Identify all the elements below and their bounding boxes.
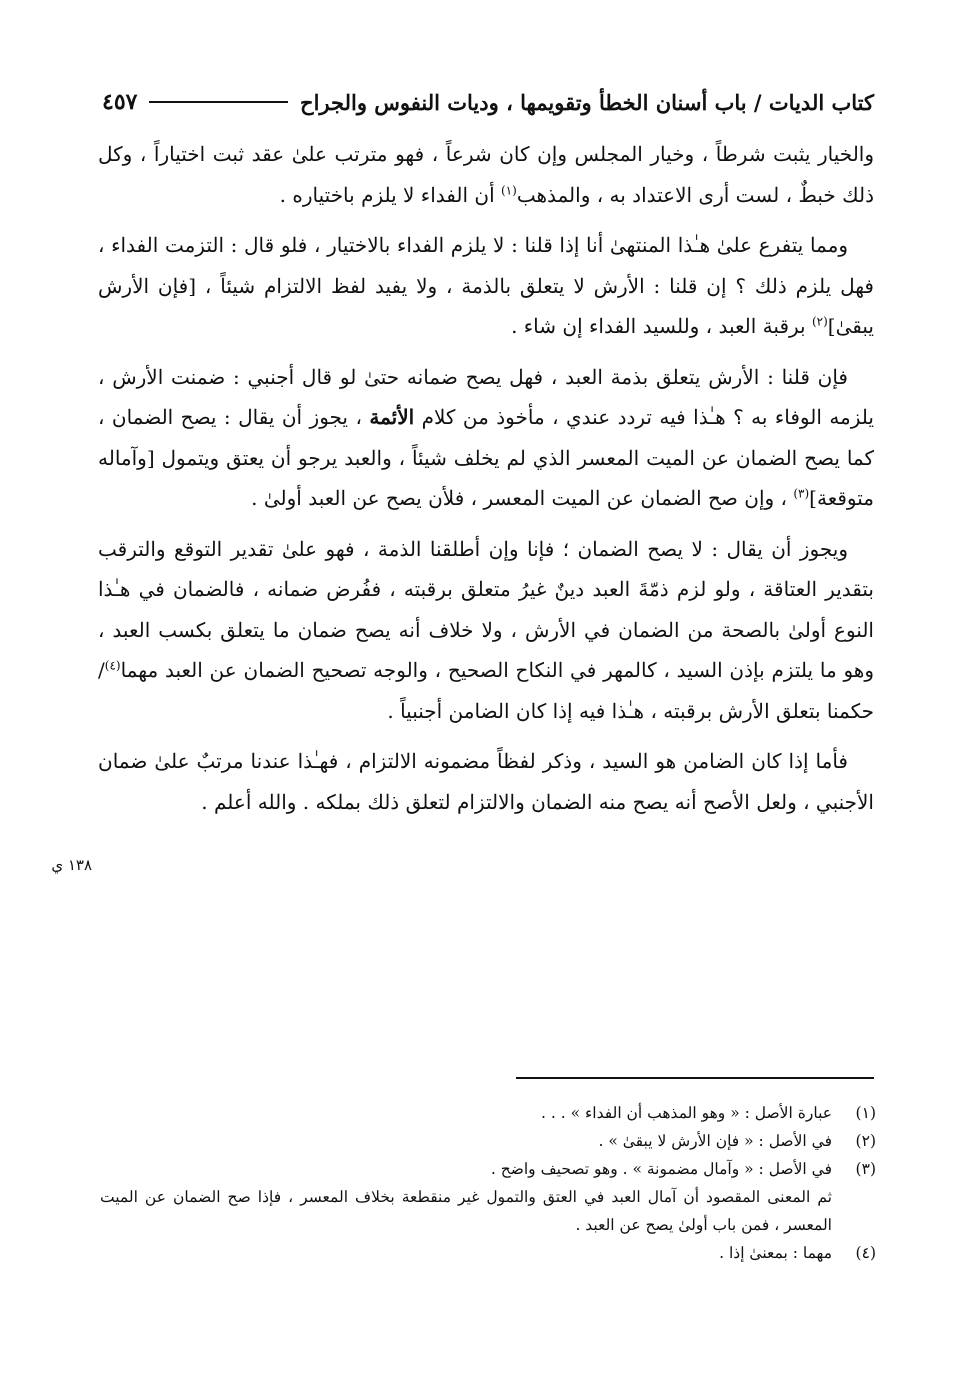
footnote-number: (٣) (855, 1160, 876, 1178)
paragraph-text: والخيار يثبت شرطاً ، وخيار المجلس وإن كان شرعاً ، فهو مترتب علىٰ عقد ثبت اختياراً ، وكل ذلك خبطٌ ، لست أرى الاعتداد به ، والمذهب (98, 142, 874, 207)
paragraph-text: أن الفداء لا يلزم باختياره . (279, 182, 501, 207)
bold-term: الأئمة (369, 405, 415, 429)
paragraph-text: برقبة العبد ، وللسيد الفداء إن شاء . (511, 314, 812, 338)
header-title: كتاب الديات / باب أسنان الخطأ وتقويمها ، وديات النفوس والجراح (300, 89, 874, 115)
footnote-text: في الأصل : « وآمال مضمونة » . وهو تصحيف واضح . (490, 1160, 832, 1178)
paragraph-text: فأما إذا كان الضامن هو السيد ، وذكر لفظاً مضمونه الالتزام ، فهـٰذا عندنا مرتبٌ علىٰ ضمان الأجنبي ، ولعل الأصح أنه يصح منه الضمان والالتزام لتعلق ذلك بملكه . والله أعلم . (98, 749, 874, 814)
paragraph-text: فإن قلنا : الأرش يتعلق بذمة العبد ، فهل يصح ضمانه حتىٰ لو قال أجنبي : ضمنت الأرش ، يلزمه الوفاء به ؟ هـٰذا فيه تردد عندي ، مأخوذ من كلام (98, 364, 874, 429)
paragraph-1 (98, 134, 874, 215)
paragraph-text: / حكمنا بتعلق الأرش برقبته ، هـٰذا فيه إذا كان الضامن أجنبياً . (98, 658, 874, 723)
footnote-ref-1[interactable]: (١) (500, 182, 517, 197)
footnote-number: (١) (855, 1104, 876, 1122)
footnote-text: مهما : بمعنىٰ إذا . (719, 1244, 832, 1262)
footnote-number: (٢) (855, 1132, 876, 1150)
footnote-ref-2[interactable]: (٢) (811, 314, 828, 329)
main-text (98, 134, 874, 832)
paragraph-3 (98, 357, 874, 519)
footnote-text: عبارة الأصل : « وهو المذهب أن الفداء » . . . (541, 1104, 832, 1122)
paragraph-2 (98, 225, 874, 347)
footnote-3-continuation: ثم المعنى المقصود أن آمال العبد في العتق والتمول غير منقطعة بخلاف المعسر ، فإذا صح الضمان عن الميت المعسر ، فمن باب أولىٰ يصح عن العبد . (100, 1188, 832, 1234)
footnote-number: (٤) (855, 1244, 876, 1262)
footnote-2 (100, 1127, 876, 1155)
footnote-4 (100, 1239, 876, 1267)
manuscript-folio-marker: ١٣٨ ي (51, 856, 92, 874)
paragraph-text: ومما يتفرع علىٰ هـٰذا المنتهىٰ أنا إذا قلنا : لا يلزم الفداء بالاختيار ، فلو قال : التزمت الفداء ، فهل يلزم ذلك ؟ إن قلنا : الأرش لا يتعلق بالذمة ، ولا يفيد لفظ الالتزام شيئاً ، [فإن الأرش يبقىٰ] (98, 233, 874, 338)
footnote-separator (516, 1077, 874, 1079)
running-header (102, 84, 874, 120)
footnote-ref-3[interactable]: (٣) (793, 486, 810, 501)
paragraph-5 (98, 741, 874, 822)
header-rule (149, 101, 288, 103)
footnote-3 (100, 1155, 876, 1183)
footnote-ref-4[interactable]: (٤) (104, 658, 121, 673)
paragraph-text: ويجوز أن يقال : لا يصح الضمان ؛ فإنا وإن أطلقنا الذمة ، فهو علىٰ تقدير التوقع والترقب بتقدير العتاقة ، ولو لزم ذمّةَ العبد دينٌ غيرُ متعلق برقبته ، ففُرض ضمانه ، فالضمان في هـٰذا النوع أولىٰ بالصحة من الضمان في الأرش ، ولا خلاف أنه يصح ضمان ما يتعلق بكسب العبد ، وهو ما يلتزم بإذن السيد ، كالمهر في النكاح الصحيح ، والوجه تصحيح الضمان عن العبد مهما (98, 536, 874, 682)
paragraph-text: ، يجوز أن يقال : يصح الضمان ، كما يصح الضمان عن الميت المعسر الذي لم يخلف شيئاً ، والعبد يرجو أن يعتق ويتمول [وآماله متوقعة] (98, 405, 874, 510)
page-number: ٤٥٧ (102, 89, 138, 115)
paragraph-4 (98, 529, 874, 732)
footnotes (100, 1099, 876, 1267)
footnote-text: في الأصل : « فإن الأرش لا يبقىٰ » . (598, 1132, 832, 1150)
paragraph-text: ، وإن صح الضمان عن الميت المعسر ، فلأن يصح عن العبد أولىٰ . (251, 486, 794, 510)
footnote-1 (100, 1099, 876, 1127)
